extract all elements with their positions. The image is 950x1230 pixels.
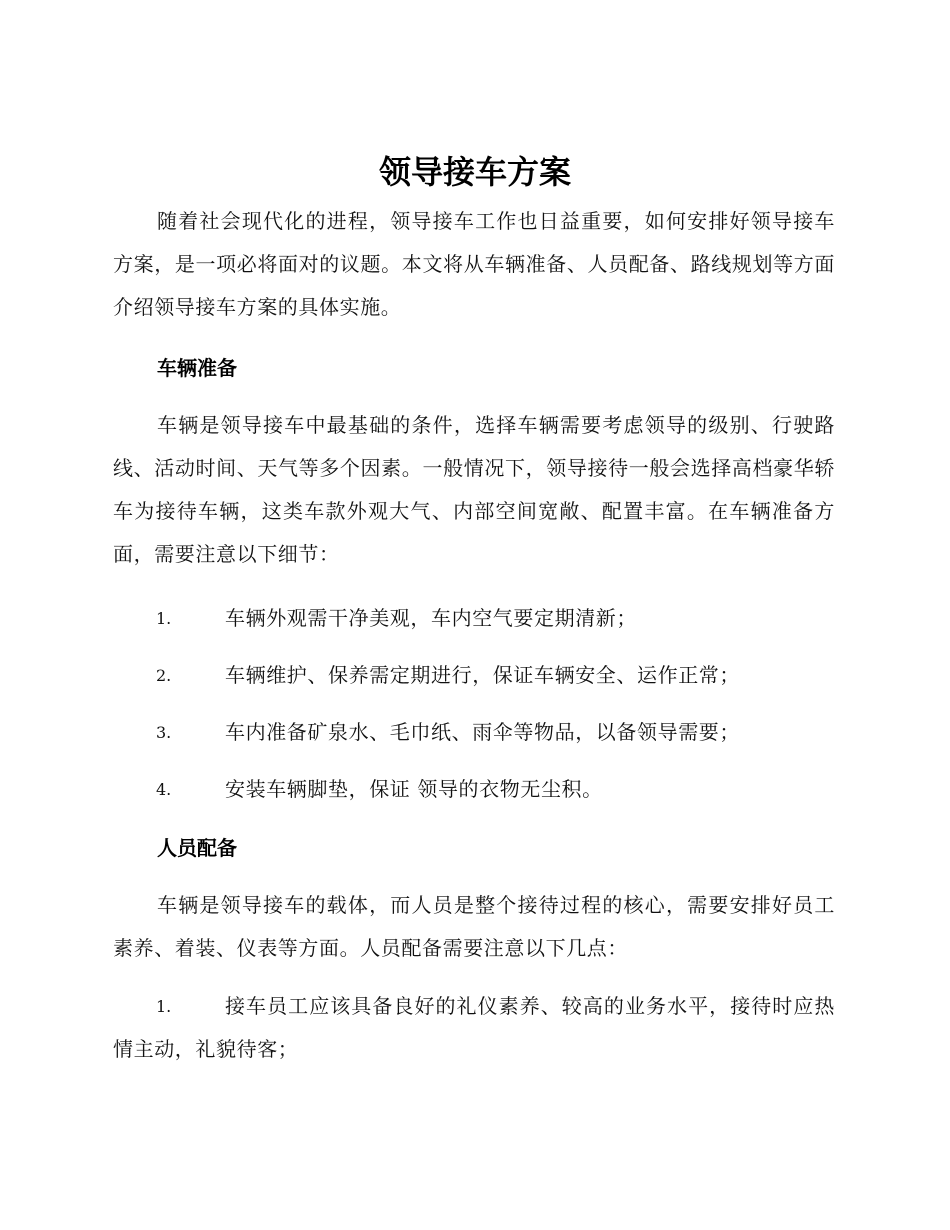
document-title: 领导接车方案 xyxy=(378,153,571,191)
list-item: 安装车辆脚垫，保证 领导的衣物无尘积。 xyxy=(225,777,603,801)
vehicle-paragraph: 车辆是领导接车中最基础的条件，选择车辆需要考虑领导的级别、行驶路线、活动时间、天气等多个因素。一般情况下，领导接待一般会选择高档豪华轿车为接待车辆，这类车款外观大气、内部空间宽敞、配置丰富。在车辆准备方面，需要注意以下细节： xyxy=(113,413,835,566)
section-heading-vehicle: 车辆准备 xyxy=(157,356,237,380)
list-number: 2. xyxy=(156,666,172,685)
list-item: 车辆维护、保养需定期进行，保证车辆安全、运作正常； xyxy=(225,663,740,687)
staff-paragraph: 车辆是领导接车的载体，而人员是整个接待过程的核心，需要安排好员工素养、着装、仪表等方面。人员配备需要注意以下几点： xyxy=(113,893,835,960)
list-item: 车辆外观需干净美观，车内空气要定期清新； xyxy=(225,606,637,630)
list-item: 接车员工应该具备良好的礼仪素养、较高的业务水平，接待时应热情主动，礼貌待客； xyxy=(113,994,835,1061)
intro-paragraph: 随着社会现代化的进程，领导接车工作也日益重要，如何安排好领导接车方案，是一项必将面对的议题。本文将从车辆准备、人员配备、路线规划等方面介绍领导接车方案的具体实施。 xyxy=(113,209,835,319)
list-number: 3. xyxy=(156,723,172,742)
list-number: 1. xyxy=(156,997,172,1016)
list-item: 车内准备矿泉水、毛巾纸、雨伞等物品，以备领导需要； xyxy=(225,720,740,744)
list-number: 1. xyxy=(156,609,172,628)
section-heading-staff: 人员配备 xyxy=(157,836,237,860)
list-number: 4. xyxy=(156,780,172,799)
